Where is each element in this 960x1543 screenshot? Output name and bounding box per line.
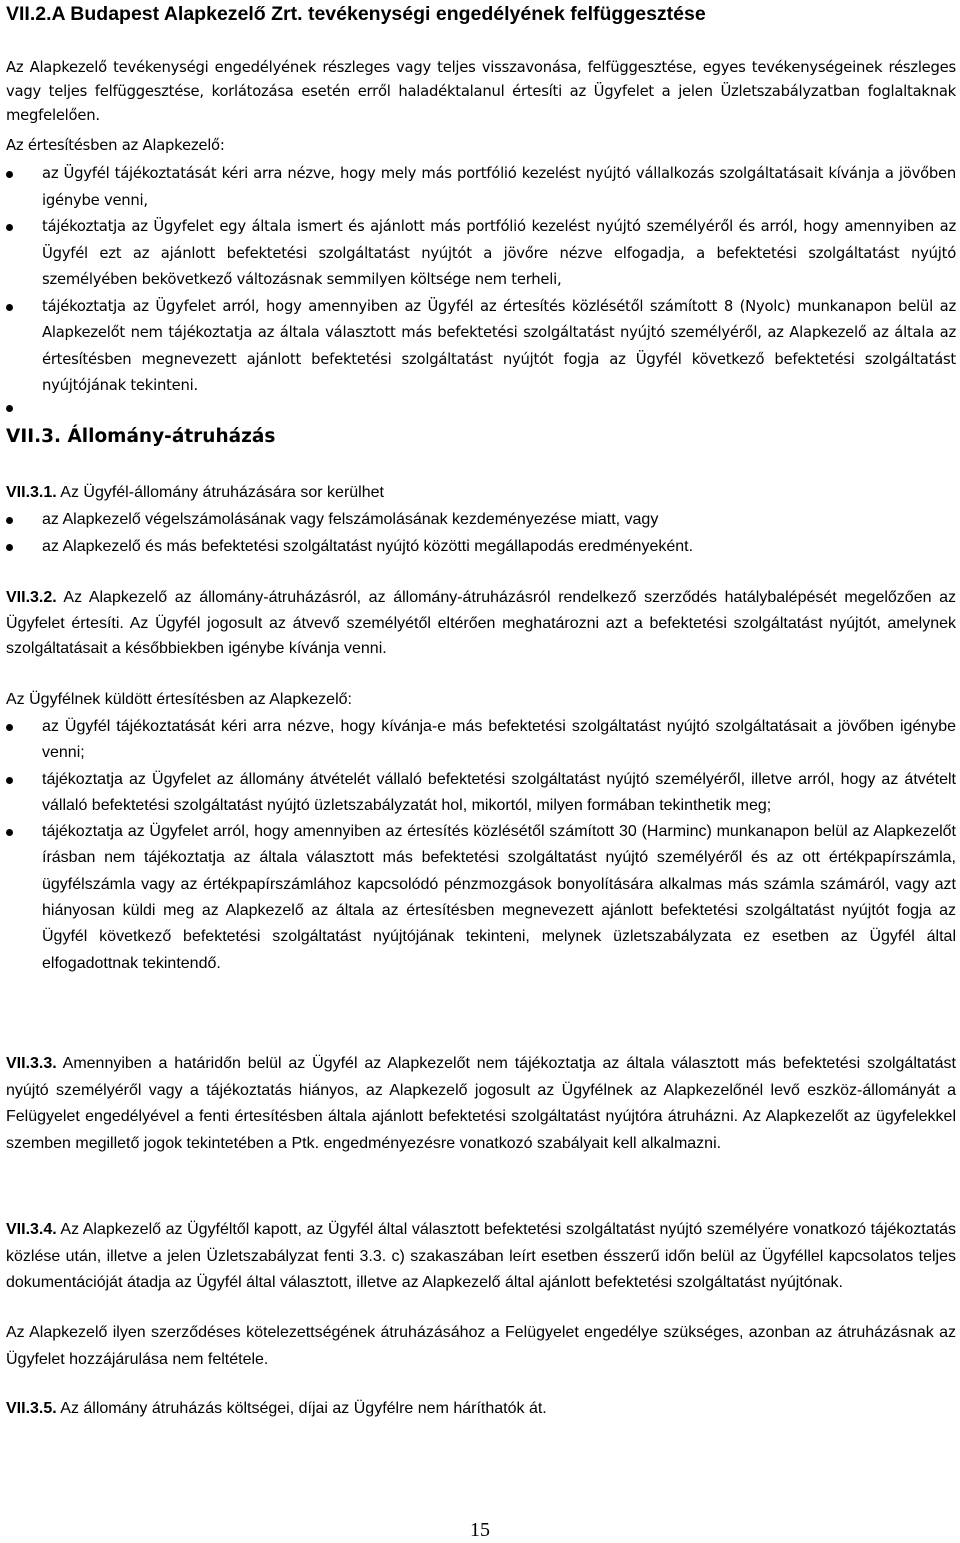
list-item: az Ügyfél tájékoztatását kéri arra nézve, hogy mely más portfólió kezelést nyújtó vállalkozás szolgáltatásait kívánja a jövőben igénybe venni, (0, 161, 956, 214)
clause-text: Az Alapkezelő az Ügyféltől kapott, az Ügyfél által választott befektetési szolgáltatást nyújtó személyére vonatkozó tájékoztatás közlése után, illetve a jelen Üzletszabályzat fenti 3.3. c) szakaszában leírt esetben ésszerű időn belül az Ügyféllel kapcsolatos teljes dokumentációját átadja az Ügyfél által választott, illetve az Alapkezelő által ajánlott befektetési szolgáltatást nyújtónak. (6, 1221, 956, 1291)
notice-list (0, 161, 956, 400)
clause-text: Az állomány átruházás költségei, díjai az Ügyfélre nem háríthatók át. (56, 1400, 547, 1417)
notice-lead: Az értesítésben az Alapkezelő: (6, 137, 225, 154)
bullet-icon (6, 544, 13, 551)
clause-label: VII.3.3. (6, 1055, 57, 1072)
bullet-icon (6, 829, 13, 836)
clause-text: Amennyiben a határidőn belül az Ügyfél az Alapkezelőt nem tájékoztatja az általa választott más befektetési szolgáltatást nyújtó személyéről vagy a tájékoztatás hiányos, az Alapkezelő jogosult az Ügyfélnek az Alapkezelőnél levő eszköz-állományát a Felügyelet engedélyével a fenti értesítésben általa ajánlott befektetési szolgáltatást nyújtóra átruházni. Az Alapkezelőt az ügyfelekkel szemben megillető jogok tekintetében a Ptk. engedményezésre vonatkozó szabályait kell alkalmazni. (6, 1055, 956, 1152)
clause-3-1 (6, 481, 956, 505)
bullet-icon (6, 171, 13, 178)
clause-label: VII.3.4. (6, 1221, 57, 1238)
bullet-icon (6, 724, 13, 731)
clause-3-2-lead: Az Ügyfélnek küldött értesítésben az Alapkezelő: (6, 691, 352, 708)
list-item: az Ügyfél tájékoztatását kéri arra nézve, hogy kívánja-e más befektetési szolgáltatást nyújtó szolgáltatásait a jövőben igénybe venni; (0, 714, 956, 767)
bullet-icon (6, 777, 13, 784)
clause-label: VII.3.1. (6, 484, 57, 501)
clause-text: Az Alapkezelő az állomány-átruházásról, az állomány-átruházásról rendelkező szerződés hatálybalépését megelőzően az Ügyfelet értesíti. Az Ügyfél jogosult az átvevő személyétől eltérően meghatározni azt a befektetési szolgáltatást nyújtót, amelynek szolgáltatásait a későbbiekben igénybe kívánja venni. (6, 589, 956, 657)
page-number: 15 (470, 1519, 490, 1541)
clause-3-4 (6, 1217, 956, 1297)
section-title: VII.3. Állomány-átruházás (6, 426, 276, 447)
list-item: tájékoztatja az Ügyfelet egy általa ismert és ajánlott más portfólió kezelést nyújtó személyéről és arról, hogy amennyiben az Ügyfél ezt az ajánlott befektetési szolgáltatást nyújtót a jövőre nézve elfogadja, a befektetési szolgáltatást nyújtó személyében bekövetkező változásnak semmilyen költsége nem terheli, (0, 214, 956, 294)
clause-3-1-list (0, 507, 956, 560)
bullet-icon (6, 224, 13, 231)
list-item: az Alapkezelő végelszámolásának vagy felszámolásának kezdeményezése miatt, vagy (0, 507, 956, 534)
section-heading: VII.2.A Budapest Alapkezelő Zrt. tevékenységi engedélyének felfüggesztése (6, 3, 706, 25)
clause-label: VII.3.2. (6, 589, 57, 606)
clause-label: VII.3.5. (6, 1400, 57, 1417)
clause-3-4-extra: Az Alapkezelő ilyen szerződéses kötelezettségének átruházásához a Felügyelet engedélye szükséges, azonban az átruházásnak az Ügyfelet hozzájárulása nem feltétele. (6, 1324, 956, 1368)
list-item: tájékoztatja az Ügyfelet az állomány átvételét vállaló befektetési szolgáltatást nyújtó személyéről, illetve arról, hogy az átvételt vállaló befektetési szolgáltatást nyújtó üzletszabályzatát hol, mikortól, milyen formában tekinthetik meg; (0, 767, 956, 820)
list-item: az Alapkezelő és más befektetési szolgáltatást nyújtó közötti megállapodás eredményeként. (0, 534, 956, 561)
list-item: tájékoztatja az Ügyfelet arról, hogy amennyiben az értesítés közlésétől számított 30 (Harminc) munkanapon belül az Alapkezelőt írásban nem tájékoztatja az általa választott más befektetési szolgáltatást nyújtó személyéről és az ott értékpapírszámla, ügyfélszámla vagy az értékpapírszámlához kapcsolódó pénzmozgások bonyolítására alkalmas más számla számáról, vagy azt hiányosan küldi meg az Alapkezelő az általa az értesítésben megnevezett ajánlott befektetési szolgáltatást nyújtót fogja az Ügyfél következő befektetési szolgáltatást nyújtójának tekinteni, melynek üzletszabályzata ez esetben az Ügyfél által elfogadottnak tekintendő. (0, 819, 956, 977)
bullet-icon (6, 405, 13, 412)
intro-paragraph: Az Alapkezelő tevékenységi engedélyének részleges vagy teljes visszavonása, felfüggesztése, egyes tevékenységeinek részleges vagy teljes felfüggesztése, korlátozása esetén erről haladéktalanul értesíti az Ügyfelet a jelen Üzletszabályzatban foglaltaknak megfelelően. (6, 59, 956, 124)
clause-3-5 (6, 1397, 956, 1421)
clause-3-2-list (0, 714, 956, 977)
clause-text: Az Ügyfél-állomány átruházására sor kerülhet (56, 484, 384, 501)
clause-3-2 (6, 585, 956, 662)
bullet-icon (6, 517, 13, 524)
list-item: tájékoztatja az Ügyfelet arról, hogy amennyiben az Ügyfél az értesítés közlésétől számított 8 (Nyolc) munkanapon belül az Alapkezelőt nem tájékoztatja az általa választott más befektetési szolgáltatást nyújtó személyéről, az Alapkezelő az általa az értesítésben megnevezett ajánlott befektetési szolgáltatást nyújtót fogja az Ügyfél következő befektetési szolgáltatást nyújtójának tekinteni. (0, 294, 956, 400)
clause-3-3 (6, 1051, 956, 1157)
bullet-icon (6, 304, 13, 311)
